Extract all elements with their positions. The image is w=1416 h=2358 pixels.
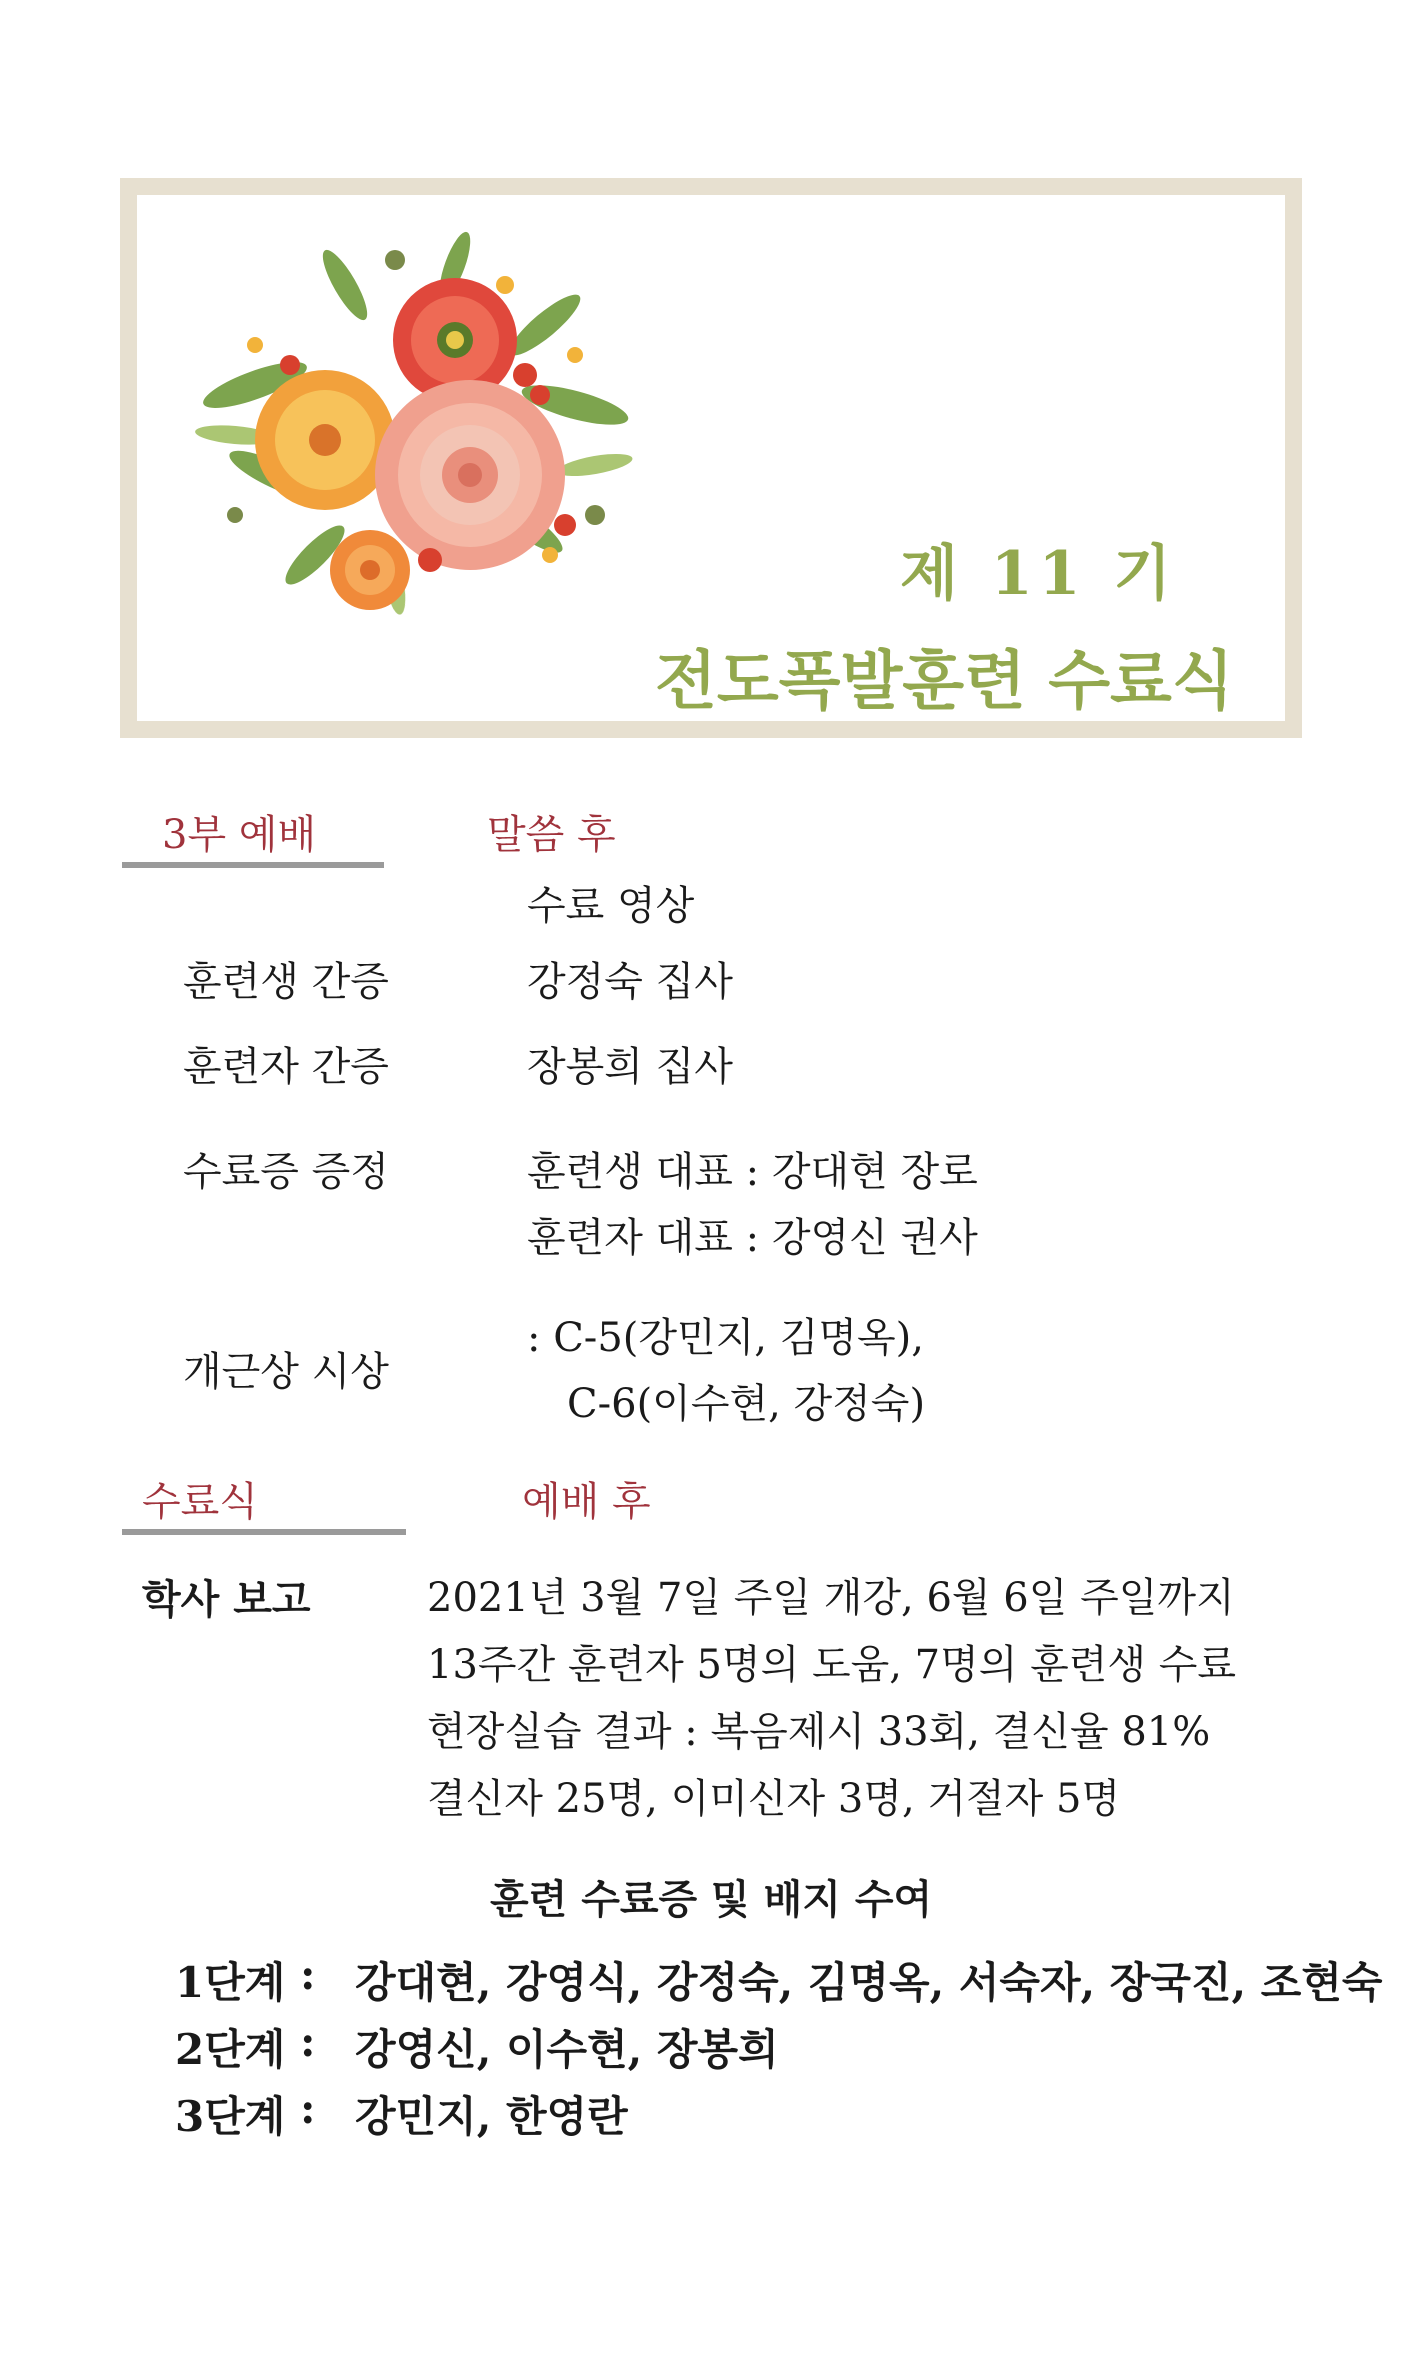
report-line-3: 현장실습 결과 : 복음제시 33회, 결신율 81%	[427, 1709, 1211, 1755]
section-underline-ceremony	[122, 1529, 406, 1535]
step-names-2: 강영신, 이수현, 장봉희	[355, 2025, 779, 2074]
certificate-trainee-rep: 훈련생 대표 : 강대현 장로	[527, 1149, 978, 1195]
step-separator-3: :	[300, 2084, 316, 2133]
step-label-3: 3단계	[175, 2092, 286, 2141]
step-separator-2: :	[300, 2017, 316, 2066]
section-underline-part3	[122, 862, 384, 868]
part3-subheading: 말씀 후	[487, 812, 616, 858]
attendance-award-line-2: C-6(이수현, 강정숙)	[567, 1381, 926, 1427]
program-label-trainer-testimony: 훈련자 간증	[183, 1044, 389, 1090]
report-line-2: 13주간 훈련자 5명의 도움, 7명의 훈련생 수료	[427, 1642, 1237, 1688]
program-label-certificate: 수료증 증정	[183, 1149, 389, 1195]
program-value-trainer-testimony: 장봉희 집사	[527, 1044, 733, 1090]
report-label: 학사 보고	[142, 1576, 311, 1623]
program-video-item: 수료 영상	[527, 883, 695, 929]
report-line-4: 결신자 25명, 이미신자 3명, 거절자 5명	[427, 1776, 1121, 1822]
ceremony-subheading: 예배 후	[522, 1479, 651, 1525]
award-title: 훈련 수료증 및 배지 수여	[490, 1876, 933, 1923]
section-heading-part3: 3부 예배	[162, 812, 317, 858]
program-value-trainee-testimony: 강정숙 집사	[527, 959, 733, 1005]
certificate-trainer-rep: 훈련자 대표 : 강영신 권사	[527, 1215, 978, 1261]
step-names-3: 강민지, 한영란	[355, 2092, 628, 2141]
program-label-attendance-award: 개근상 시상	[183, 1349, 389, 1395]
step-label-1: 1단계	[175, 1958, 286, 2007]
report-line-1: 2021년 3월 7일 주일 개강, 6월 6일 주일까지	[427, 1575, 1235, 1621]
flower-bouquet-illustration	[195, 225, 635, 625]
title-term-number: 제 11 기	[900, 539, 1178, 609]
step-label-2: 2단계	[175, 2025, 286, 2074]
step-separator-1: :	[300, 1950, 316, 1999]
attendance-award-line-1: : C-5(강민지, 김명옥),	[527, 1315, 924, 1361]
program-label-trainee-testimony: 훈련생 간증	[183, 959, 389, 1005]
section-heading-ceremony: 수료식	[142, 1479, 258, 1525]
title-ceremony-name: 전도폭발훈련 수료식	[655, 644, 1234, 719]
step-names-1: 강대현, 강영식, 강정숙, 김명옥, 서숙자, 장국진, 조현숙	[355, 1958, 1383, 2007]
